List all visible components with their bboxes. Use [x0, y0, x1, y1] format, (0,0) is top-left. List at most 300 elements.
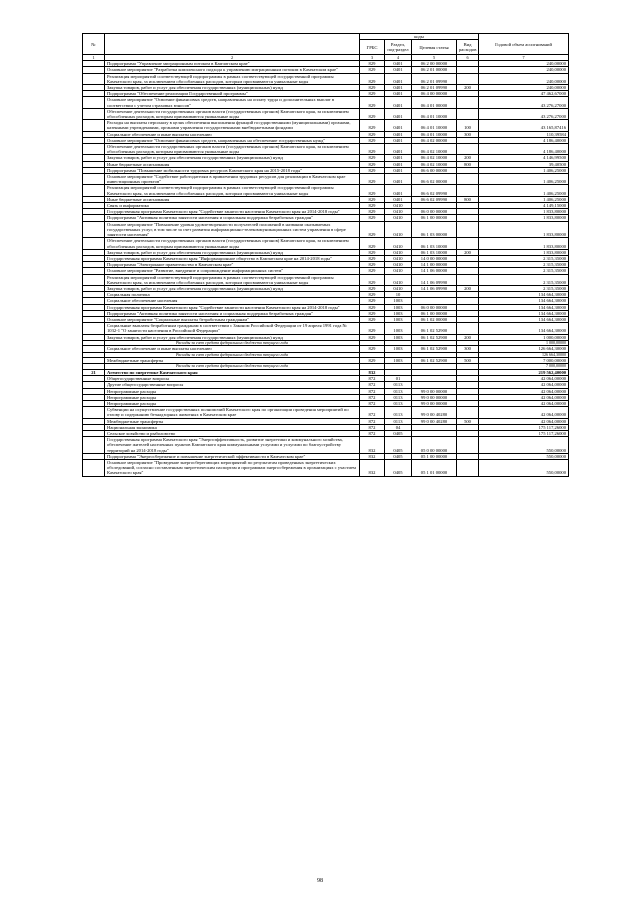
cell-grbs: 829: [360, 155, 385, 161]
cell-sum: 4 149,15000: [479, 203, 569, 209]
column-number: 2: [105, 55, 360, 61]
cell-num: [83, 221, 105, 238]
cell-name: Социальная политика: [105, 292, 360, 298]
cell-vid: 500: [457, 358, 479, 364]
cell-grbs: 829: [360, 268, 385, 274]
cell-name: Основное мероприятие "Проведение энергосберегающих мероприятий по результатам проведенных энергетических обследований, согласно составленным энергетическим паспортам и программам энергосбережения в организациях с участием Камчатского края": [105, 459, 360, 476]
cell-sum: 1 833,80000: [479, 249, 569, 255]
cell-vid: 800: [457, 161, 479, 167]
cell-num: [83, 274, 105, 285]
table-row: [83, 174, 569, 185]
cell-razdel: 01: [385, 376, 412, 382]
cell-razdel: 0401: [385, 73, 412, 84]
cell-razdel: 1003: [385, 323, 412, 334]
budget-table: [82, 33, 569, 477]
header-grbs: ГРБС: [360, 40, 385, 55]
cell-vid: [457, 221, 479, 238]
cell-num: [83, 407, 105, 418]
cell-grbs: 829: [360, 131, 385, 137]
table-row: [83, 97, 569, 108]
cell-name: Государственная программа Камчатского края "Содействие занятости населения Камчатского края на 2014-2018 годы": [105, 209, 360, 215]
cell-grbs: 832: [360, 459, 385, 476]
cell-name: Обеспечение деятельности государственных органов власти (государственных органов) Камчатского края, за исключением обособленных расходов, которым присваиваются уникальные коды: [105, 238, 360, 249]
cell-csr: 06 1 02 52900: [412, 334, 457, 340]
cell-csr: 99 0 00 00000: [412, 394, 457, 400]
cell-sum: 126 664,30000: [479, 346, 569, 352]
cell-grbs: 872: [360, 388, 385, 394]
cell-name: Подпрограмма "Управление миграционным потоком в Камчатском крае": [105, 61, 360, 67]
header-name: [105, 34, 360, 55]
cell-sum: 2 315,35000: [479, 268, 569, 274]
cell-csr: 06 2 01 00000: [412, 67, 457, 73]
cell-razdel: 1003: [385, 334, 412, 340]
cell-razdel: 0410: [385, 262, 412, 268]
cell-name: Реализация мероприятий соответствующей подпрограммы в рамках соответствующей государственной программы Камчатского края, за исключением обособленных расходов, которым присваиваются уникальные коды: [105, 73, 360, 84]
cell-csr: 06 1 02 52900: [412, 358, 457, 364]
cell-csr: 06 1 03 10000: [412, 238, 457, 249]
cell-grbs: 829: [360, 61, 385, 67]
cell-grbs: 829: [360, 203, 385, 209]
cell-sum: 550,00000: [479, 437, 569, 454]
cell-razdel: 0401: [385, 155, 412, 161]
cell-name: Непрограммные расходы: [105, 388, 360, 394]
cell-sum: 4 146,99500: [479, 155, 569, 161]
cell-razdel: 0405: [385, 437, 412, 454]
cell-grbs: 829: [360, 249, 385, 255]
cell-razdel: 0401: [385, 137, 412, 143]
cell-csr: 05 1 01 00000: [412, 459, 457, 476]
cell-name: Социальные выплаты безработным гражданам в соответствии с Законом Российской Федерации от 19 апреля 1991 года № 1032-1 "О занятости населения в Российской Федерации": [105, 323, 360, 334]
cell-name: Межбюджетные трансферты: [105, 358, 360, 364]
cell-name: Основное мероприятие "Повышение уровня удовлетворенности получателей положений в названии оказываемых государственных услуг, в том числе за счет развития информационно-телекоммуникационных систем управления в сфере занятости населения": [105, 221, 360, 238]
cell-sum: 2 315,35000: [479, 255, 569, 261]
cell-csr: 06 4 01 10000: [412, 131, 457, 137]
cell-razdel: 0410: [385, 215, 412, 221]
cell-num: [83, 120, 105, 131]
cell-csr: 99 0 00 40280: [412, 418, 457, 424]
cell-grbs: 872: [360, 418, 385, 424]
cell-name: Иные бюджетные ассигнования: [105, 196, 360, 202]
cell-vid: 300: [457, 346, 479, 352]
note-cell-sum: 1 000,00000: [479, 340, 569, 346]
note-cell-text: Расходы за счет средств федерального бюджета текущего года: [105, 364, 360, 370]
cell-name: Государственная программа Камчатского края "Энергоэффективность, развитие энергетики и коммунального хозяйства, обеспечение жителей населенных пунктов Камчатского края коммунальными услугами и услугами по благоустройству территорий на 2014-2018 годы": [105, 437, 360, 454]
cell-razdel: 0401: [385, 196, 412, 202]
cell-grbs: 829: [360, 358, 385, 364]
cell-grbs: 829: [360, 274, 385, 285]
table-row: [83, 274, 569, 285]
cell-vid: [457, 323, 479, 334]
cell-sum: 42 064,00000: [479, 382, 569, 388]
table-row: [83, 323, 569, 334]
cell-vid: [457, 238, 479, 249]
cell-num: 21: [83, 369, 105, 375]
cell-razdel: 0113: [385, 394, 412, 400]
cell-num: [83, 144, 105, 155]
cell-csr: 05 1 00 00000: [412, 453, 457, 459]
cell-grbs: 829: [360, 238, 385, 249]
cell-name: Государственная программа Камчатского края "Содействие занятости населения Камчатского края на 2014-2018 годы": [105, 304, 360, 310]
cell-name: Другие общегосударственные вопросы: [105, 382, 360, 388]
cell-name: Подпрограмма "Повышение мобильности трудовых ресурсов Камчатского края на 2015-2018 годы": [105, 167, 360, 173]
cell-vid: [457, 73, 479, 84]
cell-grbs: 872: [360, 382, 385, 388]
cell-grbs: 832: [360, 369, 385, 375]
cell-csr: 06 4 02 10000: [412, 144, 457, 155]
cell-razdel: 0410: [385, 274, 412, 285]
cell-csr: 06 2 01 09990: [412, 73, 457, 84]
cell-name: Непрограммные расходы: [105, 394, 360, 400]
cell-csr: 99 0 00 00000: [412, 388, 457, 394]
cell-name: Государственная программа Камчатского края "Информационное общество в Камчатском крае на 2014-2018 годы": [105, 255, 360, 261]
cell-razdel: 0410: [385, 221, 412, 238]
cell-sum: 240,00000: [479, 61, 569, 67]
cell-sum: 47 462,67000: [479, 91, 569, 97]
cell-csr: 05 0 00 00000: [412, 437, 457, 454]
cell-razdel: 0401: [385, 144, 412, 155]
cell-sum: 550,00000: [479, 459, 569, 476]
cell-sum: 43 276,27000: [479, 108, 569, 119]
cell-sum: 134 664,30000: [479, 298, 569, 304]
cell-razdel: 1003: [385, 358, 412, 364]
cell-vid: [457, 274, 479, 285]
cell-sum: 4 186,40000: [479, 144, 569, 155]
cell-vid: [457, 108, 479, 119]
cell-sum: 134 664,30000: [479, 292, 569, 298]
cell-num: [83, 238, 105, 249]
cell-grbs: 829: [360, 215, 385, 221]
cell-num: [83, 108, 105, 119]
cell-sum: 1 833,80000: [479, 221, 569, 238]
table-row: [83, 108, 569, 119]
cell-razdel: 0410: [385, 203, 412, 209]
cell-grbs: 829: [360, 310, 385, 316]
cell-name: Межбюджетные трансферты: [105, 418, 360, 424]
cell-grbs: 872: [360, 394, 385, 400]
cell-csr: 14 1 00 00000: [412, 262, 457, 268]
table-row: [83, 459, 569, 476]
cell-grbs: 829: [360, 108, 385, 119]
cell-razdel: 0401: [385, 61, 412, 67]
cell-sum: 42 064,00000: [479, 376, 569, 382]
cell-razdel: 0401: [385, 120, 412, 131]
cell-name: Непрограммные расходы: [105, 400, 360, 406]
cell-grbs: 829: [360, 221, 385, 238]
cell-razdel: 0405: [385, 430, 412, 436]
note-cell-text: Расходы за счет средств федерального бюджета текущего года: [105, 352, 360, 358]
cell-grbs: 829: [360, 262, 385, 268]
cell-name: Расходы на выплаты персоналу в целях обеспечения выполнения функций государственными (муниципальными) органами, казенными учреждениями, органами управления государственными внебюджетными фондами: [105, 120, 360, 131]
cell-csr: 99 0 00 00000: [412, 400, 457, 406]
cell-vid: 300: [457, 131, 479, 137]
table-row: [83, 144, 569, 155]
cell-grbs: 829: [360, 255, 385, 261]
cell-sum: 43 165,87416: [479, 120, 569, 131]
cell-csr: 06 2 00 00000: [412, 61, 457, 67]
cell-razdel: 0401: [385, 108, 412, 119]
table-row: [83, 185, 569, 196]
cell-grbs: 872: [360, 424, 385, 430]
column-number: 1: [83, 55, 105, 61]
cell-num: [83, 174, 105, 185]
cell-grbs: 829: [360, 316, 385, 322]
cell-csr: 06 1 02 00000: [412, 316, 457, 322]
cell-sum: 550,00000: [479, 453, 569, 459]
cell-csr: 06 4 02 10000: [412, 155, 457, 161]
cell-name: Обеспечение деятельности государственных органов власти (государственных органов) Камчатского края, за исключением обособленных расходов, которым присваиваются уникальные коды: [105, 144, 360, 155]
cell-name: Национальная экономика: [105, 424, 360, 430]
cell-razdel: 1003: [385, 346, 412, 352]
table-row: [83, 221, 569, 238]
header-csr: Целевая статья: [412, 40, 457, 55]
table-row: [83, 437, 569, 454]
cell-name: Основное мероприятие "Освоение финансовых средств, направленных на обеспечение государственных нужд": [105, 137, 360, 143]
cell-name: Основное мероприятие "Освоение финансовых средств, направленных на оплату труда и дополнительных выплат в соответствии с учетом страховых взносов": [105, 97, 360, 108]
cell-csr: 06 2 01 09990: [412, 85, 457, 91]
cell-name: Социальное обеспечение и иные выплаты населению: [105, 346, 360, 352]
cell-sum: 1 406,25000: [479, 196, 569, 202]
note-cell-sum: 126 664,30000: [479, 352, 569, 358]
cell-razdel: 0401: [385, 85, 412, 91]
cell-sum: 42 064,00000: [479, 388, 569, 394]
cell-vid: [457, 144, 479, 155]
cell-csr: 06 4 01 00000: [412, 97, 457, 108]
cell-sum: 7 000,00000: [479, 358, 569, 364]
cell-name: Реализация мероприятий соответствующей подпрограммы в рамках соответствующей государственной программы Камчатского края, за исключением обособленных расходов, которым присваиваются уникальные коды: [105, 185, 360, 196]
cell-grbs: 829: [360, 67, 385, 73]
cell-razdel: 0405: [385, 453, 412, 459]
table-row: [83, 407, 569, 418]
cell-num: [83, 97, 105, 108]
cell-sum: 1 833,80000: [479, 215, 569, 221]
cell-sum: 134 664,30000: [479, 304, 569, 310]
cell-name: Основное мероприятие "Развитие, внедрение и сопровождение информационных систем": [105, 268, 360, 274]
cell-vid: [457, 407, 479, 418]
note-cell-sum: 7 000,00000: [479, 364, 569, 370]
cell-csr: 06 0 00 00000: [412, 304, 457, 310]
cell-csr: 06 4 01 10000: [412, 108, 457, 119]
cell-razdel: 0410: [385, 255, 412, 261]
cell-grbs: 829: [360, 323, 385, 334]
cell-grbs: 829: [360, 73, 385, 84]
note-cell-text: Расходы за счет средств федерального бюджета текущего года: [105, 340, 360, 346]
column-number: 4: [385, 55, 412, 61]
cell-name: Закупка товаров, работ и услуг для обеспечения государственных (муниципальных) нужд: [105, 155, 360, 161]
cell-razdel: 0410: [385, 285, 412, 291]
cell-grbs: 832: [360, 453, 385, 459]
table-row: [83, 73, 569, 84]
cell-grbs: 832: [360, 437, 385, 454]
cell-csr: 06 6 02 00000: [412, 174, 457, 185]
cell-sum: 219 562,40000: [479, 369, 569, 375]
cell-grbs: 829: [360, 167, 385, 173]
cell-sum: 1 406,25000: [479, 185, 569, 196]
cell-grbs: 829: [360, 137, 385, 143]
cell-csr: 14 1 06 09990: [412, 285, 457, 291]
cell-num: [83, 323, 105, 334]
cell-vid: 200: [457, 285, 479, 291]
cell-name: Закупка товаров, работ и услуг для обеспечения государственных (муниципальных) нужд: [105, 249, 360, 255]
cell-csr: 06 4 02 10000: [412, 161, 457, 167]
cell-grbs: 829: [360, 161, 385, 167]
cell-razdel: 0410: [385, 238, 412, 249]
cell-vid: [457, 97, 479, 108]
table-body: [83, 61, 569, 476]
cell-csr: 06 6 02 09990: [412, 185, 457, 196]
cell-grbs: 829: [360, 91, 385, 97]
cell-razdel: 0410: [385, 209, 412, 215]
cell-razdel: 0113: [385, 418, 412, 424]
cell-vid: 200: [457, 249, 479, 255]
cell-vid: 800: [457, 196, 479, 202]
cell-razdel: 0401: [385, 131, 412, 137]
cell-grbs: 829: [360, 85, 385, 91]
cell-csr: 06 1 00 00000: [412, 310, 457, 316]
cell-sum: 1 833,80000: [479, 209, 569, 215]
cell-name: Социальное обеспечение населения: [105, 298, 360, 304]
cell-name: Подпрограмма "Энергосбережение и повышение энергетической эффективности в Камчатском крае": [105, 453, 360, 459]
cell-name: Субвенции на осуществление государственных полномочий Камчатского края по организации проведения мероприятий по отлову и содержанию безнадзорных животных в Камчатском крае: [105, 407, 360, 418]
cell-sum: 175 117,26000: [479, 430, 569, 436]
cell-name: Реализация мероприятий соответствующей подпрограммы в рамках соответствующей государственной программы Камчатского края, за исключением обособленных расходов, которым присваиваются уникальные коды: [105, 274, 360, 285]
cell-sum: 2 315,35000: [479, 262, 569, 268]
cell-csr: 06 4 01 10000: [412, 120, 457, 131]
cell-csr: 06 1 03 10000: [412, 249, 457, 255]
cell-grbs: 829: [360, 209, 385, 215]
cell-razdel: 0405: [385, 459, 412, 476]
cell-csr: 06 1 02 52900: [412, 323, 457, 334]
cell-razdel: 10: [385, 292, 412, 298]
cell-razdel: 04: [385, 424, 412, 430]
cell-sum: 1 000,00000: [479, 334, 569, 340]
cell-sum: 175 117,26000: [479, 424, 569, 430]
cell-sum: 1 406,25000: [479, 174, 569, 185]
cell-sum: 134 664,30000: [479, 316, 569, 322]
column-number: 3: [360, 55, 385, 61]
cell-grbs: 829: [360, 185, 385, 196]
budget-table-sheet: [82, 33, 568, 477]
cell-sum: 39,40500: [479, 161, 569, 167]
header-num: №: [83, 34, 105, 55]
cell-razdel: 1003: [385, 298, 412, 304]
cell-vid: [457, 174, 479, 185]
cell-razdel: 0401: [385, 97, 412, 108]
cell-razdel: 0113: [385, 388, 412, 394]
cell-sum: 42 064,00000: [479, 400, 569, 406]
cell-sum: 110,39584: [479, 131, 569, 137]
cell-name: Основное мероприятие "Разработка комплексного подхода к управлению миграционным потоком в Камчатском крае": [105, 67, 360, 73]
cell-csr: 14 1 06 00000: [412, 268, 457, 274]
cell-num: [83, 459, 105, 476]
cell-csr: 06 4 00 00000: [412, 91, 457, 97]
cell-name: Основное мероприятие "Содействие работодателям в привлечении трудовых ресурсов для реализации в Камчатском крае инвестиционных проектов": [105, 174, 360, 185]
cell-grbs: 829: [360, 97, 385, 108]
cell-csr: 06 1 03 00000: [412, 221, 457, 238]
cell-grbs: 829: [360, 120, 385, 131]
cell-grbs: 829: [360, 298, 385, 304]
cell-razdel: 0113: [385, 382, 412, 388]
cell-razdel: 0401: [385, 161, 412, 167]
cell-num: [83, 185, 105, 196]
cell-csr: 99 0 00 40280: [412, 407, 457, 418]
header-vid: Вид расходов: [457, 40, 479, 55]
table-header: [83, 34, 569, 61]
cell-razdel: 0401: [385, 185, 412, 196]
cell-grbs: 829: [360, 304, 385, 310]
cell-csr: 06 1 02 52900: [412, 346, 457, 352]
cell-grbs: 829: [360, 285, 385, 291]
cell-vid: 200: [457, 85, 479, 91]
cell-sum: 42 064,00000: [479, 394, 569, 400]
cell-name: Закупка товаров, работ и услуг для обеспечения государственных (муниципальных) нужд: [105, 85, 360, 91]
column-number: 5: [412, 55, 457, 61]
cell-name: Подпрограмма "Обеспечение реализации Государственной программы": [105, 91, 360, 97]
cell-name: Обеспечение деятельности государственных органов власти (государственных органов) Камчатского края, за исключением обособленных расходов, которым присваиваются уникальные коды: [105, 108, 360, 119]
cell-num: [83, 73, 105, 84]
cell-name: Агентство по энергетике Камчатского края: [105, 369, 360, 375]
cell-name: Подпрограмма "Активная политика занятости населения и социальная поддержка безработных граждан": [105, 310, 360, 316]
cell-csr: 06 1 00 00000: [412, 215, 457, 221]
cell-name: Основное мероприятие "Социальные выплаты безработным гражданам": [105, 316, 360, 322]
cell-sum: 2 315,35000: [479, 274, 569, 285]
column-number: 6: [457, 55, 479, 61]
cell-grbs: 872: [360, 400, 385, 406]
cell-grbs: 829: [360, 144, 385, 155]
cell-name: Сельское хозяйство и рыболовство: [105, 430, 360, 436]
cell-name: Закупка товаров, работ и услуг для обеспечения государственных (муниципальных) нужд: [105, 334, 360, 340]
cell-grbs: 872: [360, 407, 385, 418]
cell-vid: 100: [457, 120, 479, 131]
cell-csr: 06 4 02 00000: [412, 137, 457, 143]
header-sum: Годовой объем ассигнований: [479, 34, 569, 55]
cell-name: Иные бюджетные ассигнования: [105, 161, 360, 167]
cell-razdel: 0410: [385, 268, 412, 274]
cell-sum: 1 406,25000: [479, 167, 569, 173]
cell-num: [83, 437, 105, 454]
cell-sum: 2 315,35000: [479, 285, 569, 291]
cell-grbs: 872: [360, 430, 385, 436]
cell-csr: 06 0 00 00000: [412, 209, 457, 215]
cell-name: Общегосударственные вопросы: [105, 376, 360, 382]
page-number: 98: [317, 878, 323, 884]
cell-csr: 14 0 00 00000: [412, 255, 457, 261]
cell-sum: 134 664,30000: [479, 323, 569, 334]
cell-razdel: 0401: [385, 67, 412, 73]
cell-grbs: 829: [360, 196, 385, 202]
cell-razdel: 0401: [385, 91, 412, 97]
cell-razdel: 1003: [385, 310, 412, 316]
cell-razdel: 0113: [385, 407, 412, 418]
cell-sum: 43 276,27000: [479, 97, 569, 108]
cell-grbs: 829: [360, 346, 385, 352]
cell-sum: 42 064,00000: [479, 418, 569, 424]
cell-csr: 06 6 00 00000: [412, 167, 457, 173]
cell-razdel: 0410: [385, 249, 412, 255]
cell-grbs: 829: [360, 334, 385, 340]
cell-name: Закупка товаров, работ и услуг для обеспечения государственных (муниципальных) нужд: [105, 285, 360, 291]
column-number: 7: [479, 55, 569, 61]
cell-csr: 14 1 06 09990: [412, 274, 457, 285]
cell-razdel: 1003: [385, 316, 412, 322]
cell-sum: 240,00000: [479, 85, 569, 91]
cell-grbs: 829: [360, 174, 385, 185]
cell-razdel: 0401: [385, 174, 412, 185]
cell-vid: [457, 437, 479, 454]
cell-sum: 240,00000: [479, 67, 569, 73]
cell-name: Подпрограмма "Электронное правительство в Камчатском крае": [105, 262, 360, 268]
cell-sum: 1 833,80000: [479, 238, 569, 249]
cell-vid: [457, 459, 479, 476]
